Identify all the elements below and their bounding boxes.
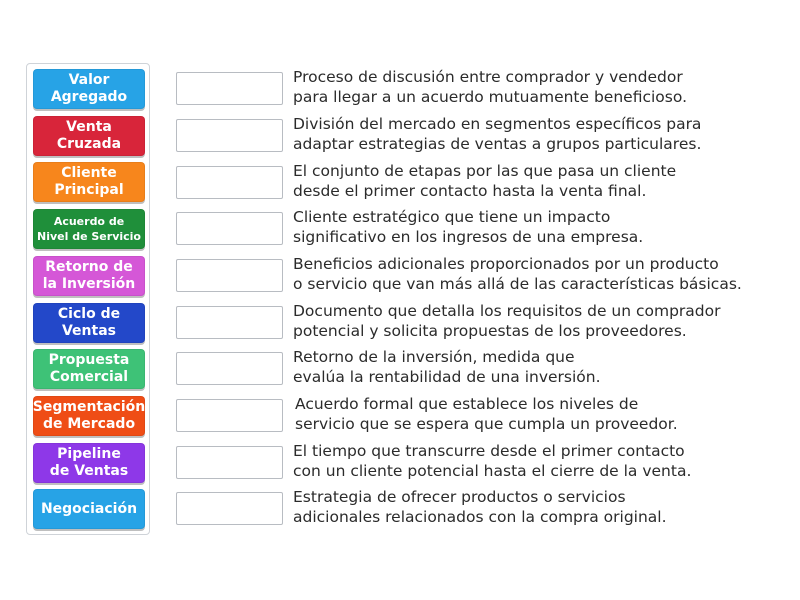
drop-slot-4[interactable] xyxy=(176,212,283,245)
description-4: Cliente estratégico que tiene un impacto significativo en los ingresos de una empresa. xyxy=(293,208,644,246)
tile-panel xyxy=(26,63,150,535)
tile-ciclo-ventas[interactable]: Ciclo de Ventas xyxy=(33,303,145,343)
description-7: Retorno de la inversión, medida que evalúa la rentabilidad de una inversión. xyxy=(293,348,601,386)
drop-slot-1[interactable] xyxy=(176,72,283,105)
description-8: Acuerdo formal que establece los niveles de servicio que se espera que cumpla un proveedor. xyxy=(295,395,678,433)
drop-slot-2[interactable] xyxy=(176,119,283,152)
tile-negociacion[interactable]: Negociación xyxy=(33,489,145,529)
description-1: Proceso de discusión entre comprador y vendedor para llegar a un acuerdo mutuamente beneficioso. xyxy=(293,68,687,106)
drop-slot-8[interactable] xyxy=(176,399,283,432)
tile-segmentacion-mercado[interactable]: Segmentación de Mercado xyxy=(33,396,145,436)
tile-retorno-inversion[interactable]: Retorno de la Inversión xyxy=(33,256,145,296)
tile-propuesta-comercial[interactable]: Propuesta Comercial xyxy=(33,349,145,389)
description-3: El conjunto de etapas por las que pasa un cliente desde el primer contacto hasta la venta final. xyxy=(293,162,677,200)
drop-slot-7[interactable] xyxy=(176,352,283,385)
description-10: Estrategia de ofrecer productos o servicios adicionales relacionados con la compra original. xyxy=(293,488,667,526)
drop-slot-3[interactable] xyxy=(176,166,283,199)
tile-acuerdo-nivel-servicio[interactable]: Acuerdo de Nivel de Servicio xyxy=(33,209,145,249)
drop-slot-6[interactable] xyxy=(176,306,283,339)
tile-valor-agregado[interactable]: Valor Agregado xyxy=(33,69,145,109)
description-9: El tiempo que transcurre desde el primer contacto con un cliente potencial hasta el cierre de la venta. xyxy=(293,442,692,480)
tile-pipeline-ventas[interactable]: Pipeline de Ventas xyxy=(33,443,145,483)
description-6: Documento que detalla los requisitos de un comprador potencial y solicita propuestas de los proveedores. xyxy=(293,302,721,340)
drop-slot-9[interactable] xyxy=(176,446,283,479)
drop-slot-5[interactable] xyxy=(176,259,283,292)
tile-cliente-principal[interactable]: Cliente Principal xyxy=(33,162,145,202)
tile-venta-cruzada[interactable]: Venta Cruzada xyxy=(33,116,145,156)
description-5: Beneficios adicionales proporcionados por un producto o servicio que van más allá de las características básicas. xyxy=(293,255,742,293)
drop-slot-10[interactable] xyxy=(176,492,283,525)
description-2: División del mercado en segmentos específicos para adaptar estrategias de ventas a grupos particulares. xyxy=(293,115,702,153)
